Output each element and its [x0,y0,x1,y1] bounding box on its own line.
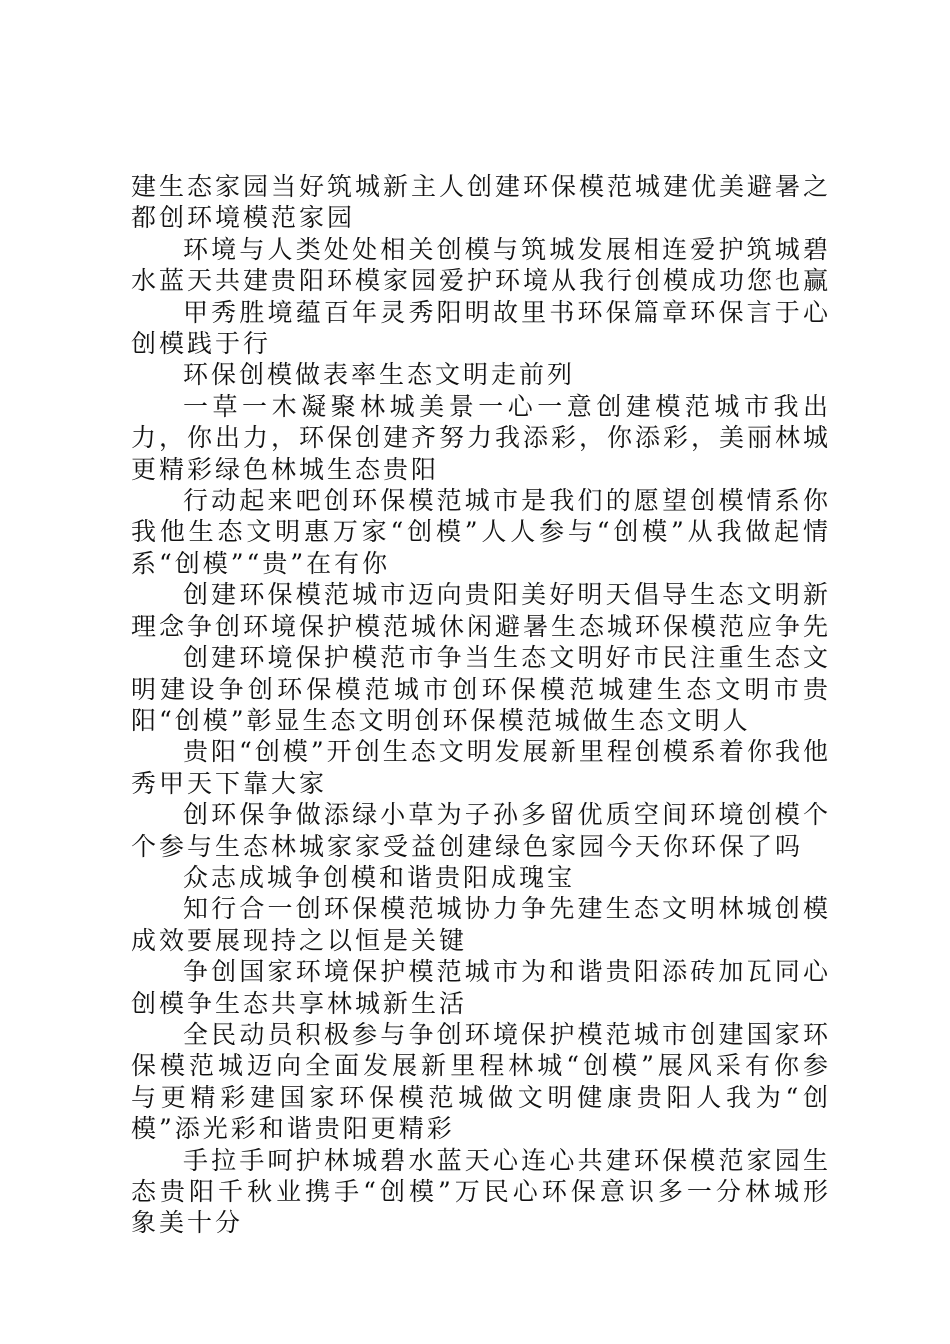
paragraph: 全民动员积极参与争创环境保护模范城市创建国家环保模范城迈向全面发展新里程林城“创模”展风采有你参与更精彩建国家环保模范城做文明健康贵阳人我为“创模”添光彩和谐贵阳更精彩 [131,1019,831,1144]
paragraph: 一草一木凝聚林城美景一心一意创建模范城市我出力，你出力，环保创建齐努力我添彩，你添彩，美丽林城更精彩绿色林城生态贵阳 [131,391,832,484]
paragraph: 创建环境保护模范市争当生态文明好市民注重生态文明建设争创环保模范城市创环保模范城建生态文明市贵阳“创模”彰显生态文明创环保模范城做生态文明人 [131,643,831,735]
paragraph: 创环保争做添绿小草为子孙多留优质空间环境创模个个参与生态林城家家受益创建绿色家园今天你环保了吗 [131,800,831,861]
paragraph: 知行合一创环保模范城协力争先建生态文明林城创模成效要展现持之以恒是关键 [131,894,831,955]
paragraph: 行动起来吧创环保模范城市是我们的愿望创模情系你我他生态文明惠万家“创模”人人参与“创模”从我做起情系“创模”“贵”在有你 [131,486,831,578]
paragraph: 贵阳“创模”开创生态文明发展新里程创模系着你我他秀甲天下靠大家 [131,737,831,798]
paragraph: 众志成城争创模和谐贵阳成瑰宝 [183,862,576,892]
document-body [131,171,831,1239]
paragraph: 甲秀胜境蕴百年灵秀阳明故里书环保篇章环保言于心创模践于行 [131,297,831,359]
paragraph: 创建环保模范城市迈向贵阳美好明天倡导生态文明新理念争创环境保护模范城休闲避暑生态城环保模范应争先 [131,580,832,641]
paragraph: 环保创模做表率生态文明走前列 [183,360,576,390]
paragraph: 建生态家园当好筑城新主人创建环保模范城建优美避暑之都创环境模范家园 [131,172,832,233]
paragraph: 手拉手呵护林城碧水蓝天心连心共建环保模范家园生态贵阳千秋业携手“创模”万民心环保意识多一分林城形象美十分 [131,1145,831,1238]
paragraph: 争创国家环境保护模范城市为和谐贵阳添砖加瓦同心创模争生态共享林城新生活 [131,957,831,1018]
paragraph: 环境与人类处处相关创模与筑城发展相连爱护筑城碧水蓝天共建贵阳环模家园爱护环境从我行创模成功您也赢 [131,234,832,296]
